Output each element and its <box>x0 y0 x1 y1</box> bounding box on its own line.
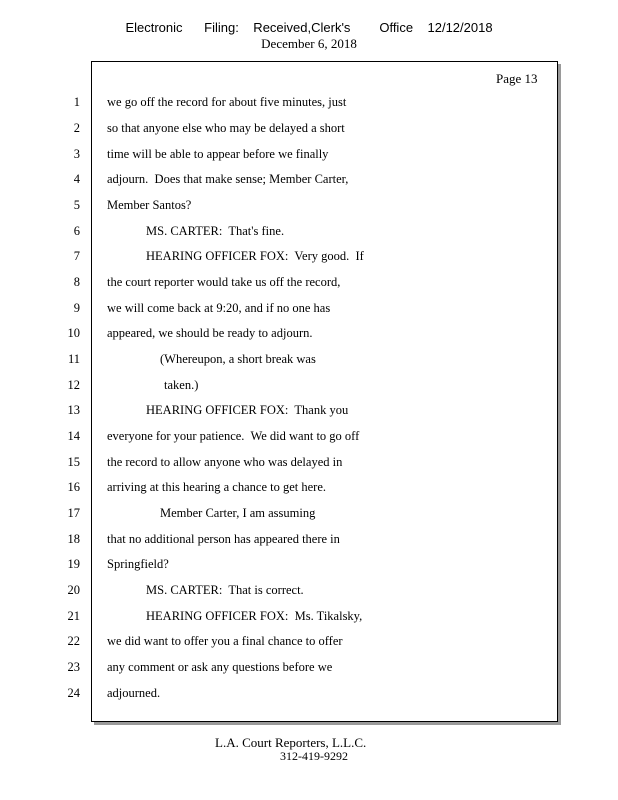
line-number: 20 <box>67 583 80 597</box>
line-number: 13 <box>67 403 80 417</box>
reporter-company: L.A. Court Reporters, L.L.C. <box>215 735 367 750</box>
line-number: 15 <box>67 455 80 469</box>
transcript-line: Member Santos? <box>107 198 192 212</box>
transcript-line: so that anyone else who may be delayed a short <box>107 121 345 135</box>
transcript-line: that no additional person has appeared there in <box>107 532 340 546</box>
line-number: 11 <box>67 352 80 366</box>
line-number: 8 <box>73 275 80 289</box>
transcript-line: we did want to offer you a final chance to offer <box>107 634 343 648</box>
line-number: 23 <box>67 660 80 674</box>
line-number: 22 <box>67 634 80 648</box>
line-number: 6 <box>73 224 80 238</box>
reporter-phone: 312-419-9292 <box>280 749 348 763</box>
line-number: 2 <box>73 121 80 135</box>
transcript-line: arriving at this hearing a chance to get here. <box>107 480 327 494</box>
line-number: 1 <box>73 95 80 109</box>
transcript-line: appeared, we should be ready to adjourn. <box>107 326 313 340</box>
transcript-line: time will be able to appear before we finally <box>107 147 329 161</box>
transcript-line: the record to allow anyone who was delayed in <box>107 455 343 469</box>
line-number: 16 <box>67 480 80 494</box>
transcript-line: adjourn. Does that make sense; Member Carter, <box>107 172 349 186</box>
transcript-line: Member Carter, I am assuming <box>160 506 316 520</box>
transcript-line: Springfield? <box>107 557 169 571</box>
line-number: 21 <box>67 609 80 623</box>
filing-stamp: Electronic Filing: Received,Clerk's Office 12/12/2018 <box>125 20 493 35</box>
line-number: 19 <box>67 557 80 571</box>
line-number: 5 <box>73 198 80 212</box>
line-number: 4 <box>73 172 80 186</box>
page-number: Page 13 <box>496 71 538 86</box>
transcript-line: taken.) <box>164 378 199 392</box>
transcript-line: MS. CARTER: That is correct. <box>146 583 304 597</box>
transcript-line: HEARING OFFICER FOX: Thank you <box>146 403 349 417</box>
transcript-line: the court reporter would take us off the record, <box>107 275 341 289</box>
transcript-line: any comment or ask any questions before we <box>107 660 333 674</box>
transcript-line: we will come back at 9:20, and if no one has <box>107 301 331 315</box>
transcript-line: MS. CARTER: That's fine. <box>146 224 285 238</box>
transcript-date: December 6, 2018 <box>261 36 357 51</box>
line-number: 24 <box>67 686 80 700</box>
line-number: 9 <box>73 301 80 315</box>
transcript-line: we go off the record for about five minutes, just <box>107 95 347 109</box>
line-number: 17 <box>67 506 80 520</box>
transcript-line: HEARING OFFICER FOX: Very good. If <box>146 249 364 263</box>
line-number: 7 <box>73 249 80 263</box>
line-number: 18 <box>67 532 80 546</box>
line-number: 12 <box>67 378 80 392</box>
line-number: 10 <box>67 326 80 340</box>
line-number: 14 <box>67 429 80 443</box>
transcript-line: everyone for your patience. We did want to go off <box>107 429 360 443</box>
line-number: 3 <box>73 147 80 161</box>
transcript-line: adjourned. <box>107 686 161 700</box>
transcript-line: HEARING OFFICER FOX: Ms. Tikalsky, <box>146 609 363 623</box>
transcript-line: (Whereupon, a short break was <box>160 352 316 366</box>
